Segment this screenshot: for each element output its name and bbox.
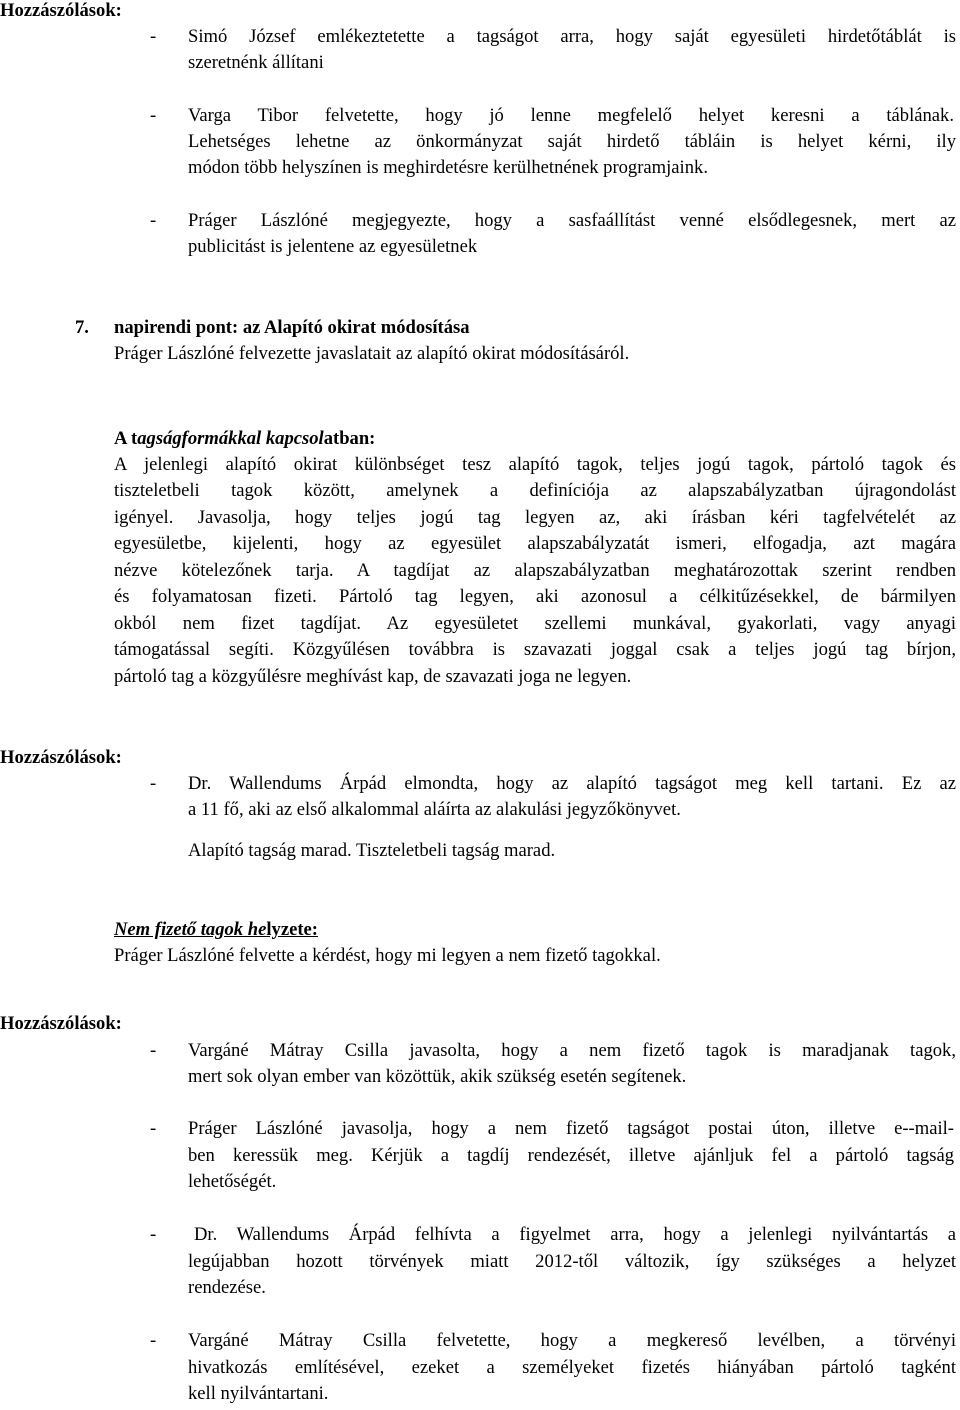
list-item-line: Vargáné Mátray Csilla javasolta, hogy a nem fizető tagok is maradjanak tagok, [188, 1040, 956, 1061]
list-bullet: - [150, 210, 157, 231]
list-item-line: publicitást is jelentene az egyesületnek [188, 236, 478, 257]
paragraph-line: nézve kötelezőnek tarja. A tagdíjat az alapszabályzatban meghatározottak szerint rendben [114, 560, 956, 581]
comments-heading: Hozzászólások: [0, 747, 122, 768]
list-bullet: - [150, 1118, 157, 1139]
paragraph-line: és folyamatosan fizeti. Pártoló tag legyen, aki azonosul a célkitűzésekkel, de bármilyen [114, 586, 956, 607]
list-item-line: Lehetséges lehetne az önkormányzat saját hirdető tábláin is helyet kérni, ily [188, 131, 956, 152]
nonpaying-heading [114, 917, 318, 943]
list-item-line: Práger Lászlóné megjegyezte, hogy a sasfaállítást venné elsődlegesnek, mert az [188, 210, 956, 231]
paragraph-line: A jelenlegi alapító okirat különbséget tesz alapító tagok, teljes jogú tagok, pártoló tagok és [114, 454, 956, 475]
membership-heading-prefix: A t [114, 428, 138, 449]
paragraph-line: támogatással segíti. Közgyűlésen továbbra is szavazati joggal csak a teljes jogú tag bírjon, [114, 639, 956, 660]
list-item-line: a 11 fő, aki az első alkalommal aláírta az alakulási jegyzőkönyvet. [188, 799, 681, 820]
section-intro: Práger Lászlóné felvezette javaslatait az alapító okirat módosításáról. [114, 343, 630, 364]
list-item-line: Dr. Wallendums Árpád elmondta, hogy az alapító tagságot meg kell tartani. Ez az [188, 773, 956, 794]
list-item-line: legújabban hozott törvények miatt 2012-től változik, így szükséges a helyzet [188, 1251, 956, 1272]
list-item-line: Varga Tibor felvetette, hogy jó lenne megfelelő helyet keresni a táblának. [188, 105, 954, 126]
list-bullet: - [150, 26, 157, 47]
list-bullet: - [150, 1040, 157, 1061]
membership-heading-suffix: atban: [323, 428, 376, 449]
list-item-line: hivatkozás említésével, ezeket a személyeket fizetés hiányában pártoló tagként [188, 1357, 956, 1378]
list-item-line: módon több helyszínen is meghirdetésre kerülhetnének programjaink. [188, 157, 708, 178]
paragraph-line: tiszteletbeli tagok között, amelynek a definíciója az alapszabályzatban újragondolást [114, 480, 956, 501]
list-item-line: Vargáné Mátray Csilla felvetette, hogy a megkereső levélben, a törvényi [188, 1330, 956, 1351]
list-bullet: - [150, 105, 157, 126]
list-item-line: rendezése. [188, 1277, 266, 1298]
nonpaying-heading-suffix: lyzete: [266, 919, 318, 940]
nonpaying-heading-italic: Nem fizető tagok he [114, 919, 267, 940]
comments-heading: Hozzászólások: [0, 0, 122, 21]
list-bullet: - [150, 1330, 157, 1351]
list-item-line: mert sok olyan ember van közöttük, akik szükség esetén segítenek. [188, 1066, 687, 1087]
paragraph-line: pártoló tag a közgyűlésre meghívást kap, de szavazati joga ne legyen. [114, 666, 632, 687]
membership-heading-italic: agságformákkal kapcsol [137, 428, 324, 449]
decision-note: Alapító tagság marad. Tiszteletbeli tagság marad. [188, 840, 556, 861]
section-number: 7. [75, 317, 89, 338]
membership-heading [114, 426, 375, 452]
list-item-line: ben keressük meg. Kérjük a tagdíj rendezését, illetve ajánljuk fel a pártoló tagság [188, 1145, 954, 1166]
nonpaying-intro: Práger Lászlóné felvette a kérdést, hogy mi legyen a nem fizető tagokkal. [114, 945, 661, 966]
list-bullet: - [150, 773, 157, 794]
paragraph-line: egyesületbe, kijelenti, hogy az egyesület alapszabályzatát ismeri, elfogadja, azt magára [114, 533, 956, 554]
list-item-line: kell nyilvántartani. [188, 1383, 329, 1404]
paragraph-line: igényel. Javasolja, hogy teljes jogú tag legyen az, aki írásban kéri tagfelvételét az [114, 507, 956, 528]
list-item-line: Simó József emlékeztetette a tagságot arra, hogy saját egyesületi hirdetőtáblát is [188, 26, 956, 47]
paragraph-line: okból nem fizet tagdíjat. Az egyesületet szellemi munkával, gyakorlati, vagy anyagi [114, 613, 956, 634]
list-item-line: Práger Lászlóné javasolja, hogy a nem fizető tagságot postai úton, illetve e--mail- [188, 1118, 954, 1139]
section-title: napirendi pont: az Alapító okirat módosítása [114, 317, 470, 338]
list-item-line: szeretnénk állítani [188, 52, 324, 73]
list-item-line: lehetőségét. [188, 1171, 277, 1192]
list-bullet: - [150, 1224, 157, 1245]
comments-heading: Hozzászólások: [0, 1013, 122, 1034]
list-item-line: Dr. Wallendums Árpád felhívta a figyelmet arra, hogy a jelenlegi nyilvántartás a [194, 1224, 956, 1245]
